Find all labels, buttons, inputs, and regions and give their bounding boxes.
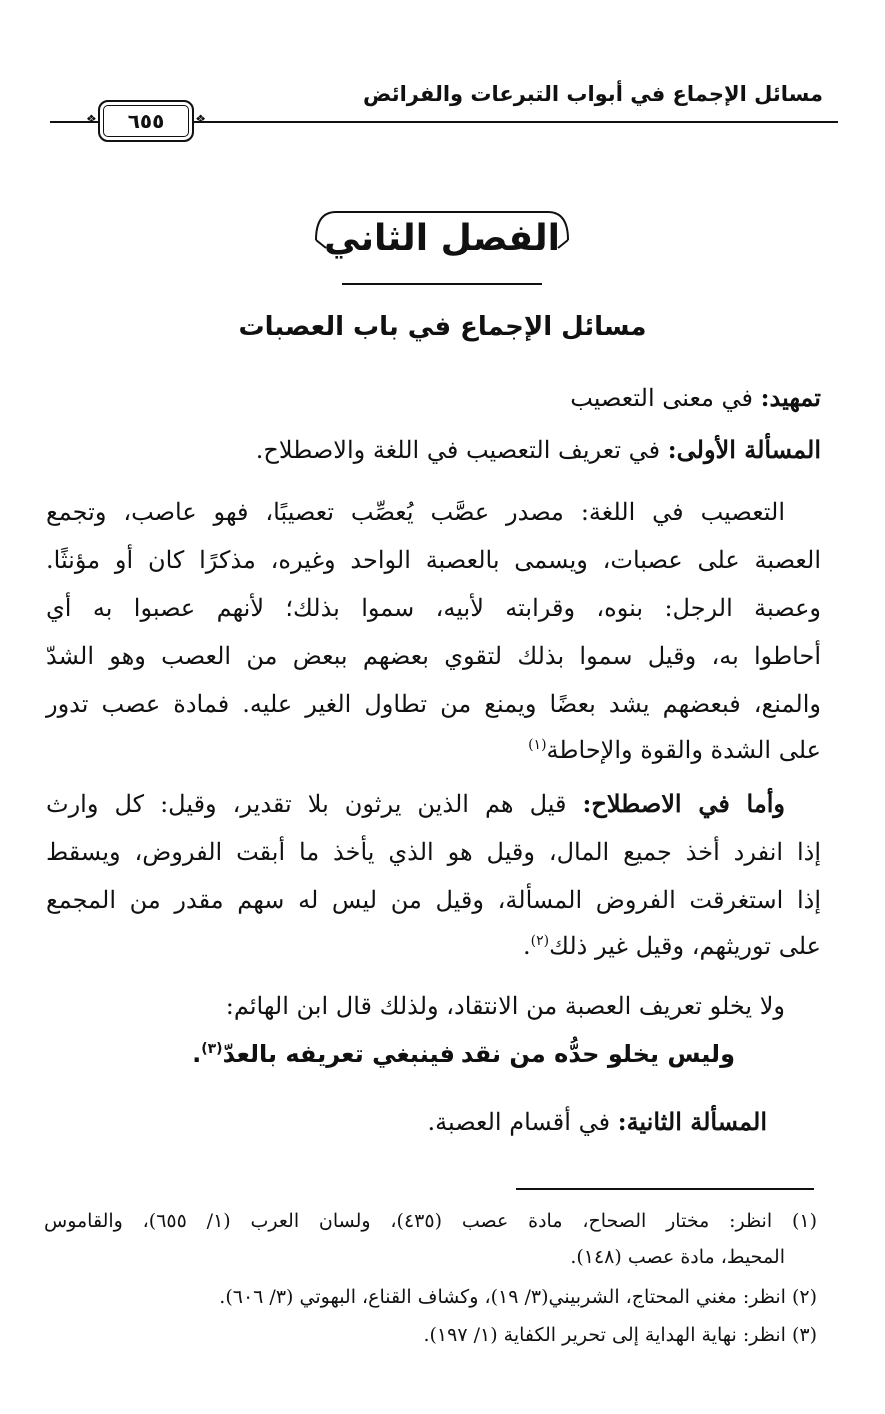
para1-line: وعصبة الرجل: بنوه، وقرابته لأبيه، سموا بذلك؛ لأنهم عصبوا به أي [46, 594, 821, 622]
footnote-2: (٢) انظر: مغني المحتاج، الشربيني(٣/ ١٩)، وكشاف القناع، البهوتي (٣/ ٦٠٦). [219, 1286, 817, 1308]
para2-text: على توريثهم، وقيل غير ذلك [549, 932, 821, 960]
chapter-title: الفصل الثاني [324, 218, 560, 259]
footnote-ref-1: (١) [528, 737, 547, 753]
para2-line: إذا استغرقت الفروض المسألة، وقيل من ليس له سهم مقدر من المجمع [46, 886, 821, 914]
para1-line: العصبة على عصبات، ويسمى بالعصبة الواحد وغيره، مذكرًا كان أو مؤنثًا. [46, 546, 821, 574]
footnote-1-line-2: المحيط، مادة عصب (١٤٨). [570, 1246, 785, 1268]
intro-line [46, 376, 821, 420]
issue1-text: في تعريف التعصيب في اللغة والاصطلاح. [255, 436, 661, 464]
running-title: مسائل الإجماع في أبواب التبرعات والفرائض [363, 82, 823, 106]
ornament-left-icon: ❖ [86, 112, 97, 126]
para2-first-line [46, 782, 785, 826]
footnote-1-line-1: (١) انظر: مختار الصحاح، مادة عصب (٤٣٥)، ولسان العرب (١/ ٦٥٥)، والقاموس [44, 1210, 818, 1232]
para1-line: والمنع، فبعضهم يشد بعضًا ويمنع من تطاول الغير عليه. فمادة عصب تدور [46, 690, 821, 718]
verse-second-hemistich: فينبغي تعريفه بالعدّ$^{(٣)}$. [192, 1040, 455, 1068]
para2-first-text: قيل هم الذين يرثون بلا تقدير، وقيل: كل وارث [46, 790, 567, 818]
issue1-label: المسألة الأولى: [667, 435, 821, 464]
para1-line: التعصيب في اللغة: مصدر عصَّب يُعصِّب تعصيبًا، فهو عاصب، وتجمع [46, 498, 785, 526]
page-number: ٦٥٥ [127, 109, 165, 133]
footnote-ref-2: (٢) [530, 933, 550, 949]
issue2-line [46, 1100, 767, 1144]
footnote-separator [516, 1188, 814, 1190]
para1-line: أحاطوا به، وقيل سموا بذلك لتقوي بعضهم ببعض من العصب وهو الشدّ [46, 642, 821, 670]
footnote-ref-3: (٣) [201, 1041, 223, 1057]
ornament-right-icon: ❖ [195, 112, 206, 126]
para2-label: وأما في الاصطلاح: [582, 789, 785, 818]
para1-last-line [46, 728, 821, 772]
issue2-text: في أقسام العصبة. [427, 1108, 611, 1136]
para1-text: على الشدة والقوة والإحاطة [546, 736, 821, 764]
footnote-3: (٣) انظر: نهاية الهداية إلى تحرير الكفاية (١/ ١٩٧). [423, 1324, 817, 1346]
page-number-badge [86, 100, 206, 142]
intro-label: تمهيد: [760, 383, 821, 412]
verse [0, 1040, 885, 1090]
para2-line: إذا انفرد أخذ جميع المال، وقيل هو الذي يأخذ ما أبقت الفروض، ويسقط [46, 838, 821, 866]
issue2-label: المسألة الثانية: [617, 1107, 767, 1136]
verse-first-hemistich: وليس يخلو حدُّه من نقد [460, 1040, 735, 1068]
para2-last-line: على توريثهم، وقيل غير ذلك$^{(٢)}$. [522, 932, 821, 960]
chapter-subtitle: مسائل الإجماع في باب العصبات [238, 312, 647, 342]
issue1-line [46, 428, 821, 472]
para3-line: ولا يخلو تعريف العصبة من الانتقاد، ولذلك قال ابن الهائم: [225, 992, 785, 1020]
intro-text: في معنى التعصيب [570, 384, 754, 412]
